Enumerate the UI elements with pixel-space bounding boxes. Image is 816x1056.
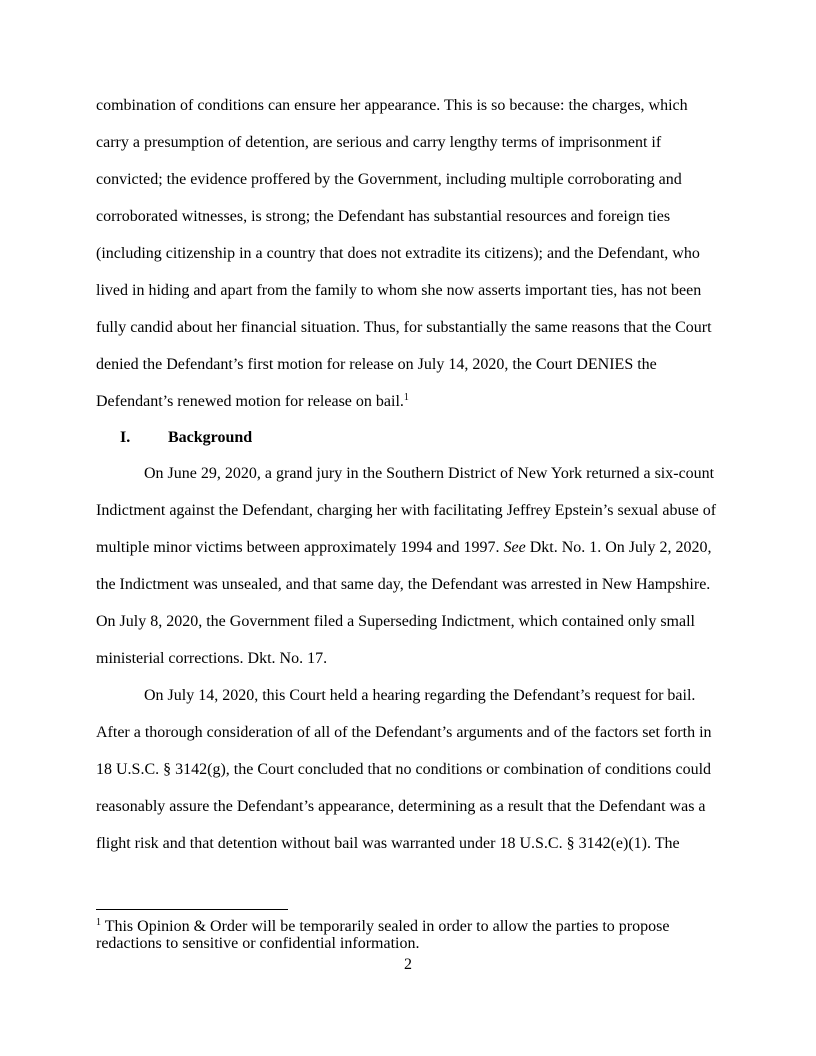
body-line: lived in hiding and apart from the family to whom she now asserts important ties, has not been [96,282,702,299]
page-number: 2 [404,956,412,973]
footnote-text: This Opinion & Order will be temporarily sealed in order to allow the parties to propose [101,918,670,935]
body-line: ministerial corrections. Dkt. No. 17. [96,650,328,667]
body-line [96,393,409,411]
body-line-text: Dkt. No. 1. On July 2, 2020, [525,539,712,556]
footnote-reference[interactable]: 1 [403,392,409,403]
body-line: the Indictment was unsealed, and that same day, the Defendant was arrested in New Hampshire. [96,576,711,593]
footnote-marker: 1 [96,917,101,928]
section-title: Background [168,429,253,446]
body-line-text: Defendant’s renewed motion for release on bail. [96,393,404,410]
body-line: 18 U.S.C. § 3142(g), the Court concluded that no conditions or combination of conditions could [96,761,712,778]
section-number: I. [120,429,131,446]
footnote-text: redactions to sensitive or confidential information. [96,935,420,952]
body-line: reasonably assure the Defendant’s appearance, determining as a result that the Defendant was a [96,798,706,815]
footnote [96,918,669,935]
body-line-text: multiple minor victims between approximately 1994 and 1997. [96,539,504,556]
body-line: convicted; the evidence proffered by the Government, including multiple corroborating and [96,171,682,188]
body-line: combination of conditions can ensure her appearance. This is so because: the charges, which [96,97,688,114]
body-line: carry a presumption of detention, are serious and carry lengthy terms of imprisonment if [96,134,662,151]
body-line: On June 29, 2020, a grand jury in the Southern District of New York returned a six-count [144,465,715,482]
body-line: fully candid about her financial situation. Thus, for substantially the same reasons that the Court [96,319,712,336]
body-line: corroborated witnesses, is strong; the Defendant has substantial resources and foreign ties [96,208,671,225]
body-line: (including citizenship in a country that does not extradite its citizens); and the Defendant, who [96,245,700,262]
body-line: On July 8, 2020, the Government filed a Superseding Indictment, which contained only small [96,613,695,630]
citation-signal: See [503,539,526,556]
footnote-separator [96,909,288,910]
body-line: On July 14, 2020, this Court held a hearing regarding the Defendant’s request for bail. [144,687,696,704]
body-line: denied the Defendant’s first motion for release on July 14, 2020, the Court DENIES the [96,356,657,373]
body-line: After a thorough consideration of all of the Defendant’s arguments and of the factors set forth in [96,724,712,741]
body-line [96,539,711,557]
body-line: flight risk and that detention without bail was warranted under 18 U.S.C. § 3142(e)(1). The [96,835,680,852]
body-line: Indictment against the Defendant, charging her with facilitating Jeffrey Epstein’s sexual abuse of [96,502,717,519]
